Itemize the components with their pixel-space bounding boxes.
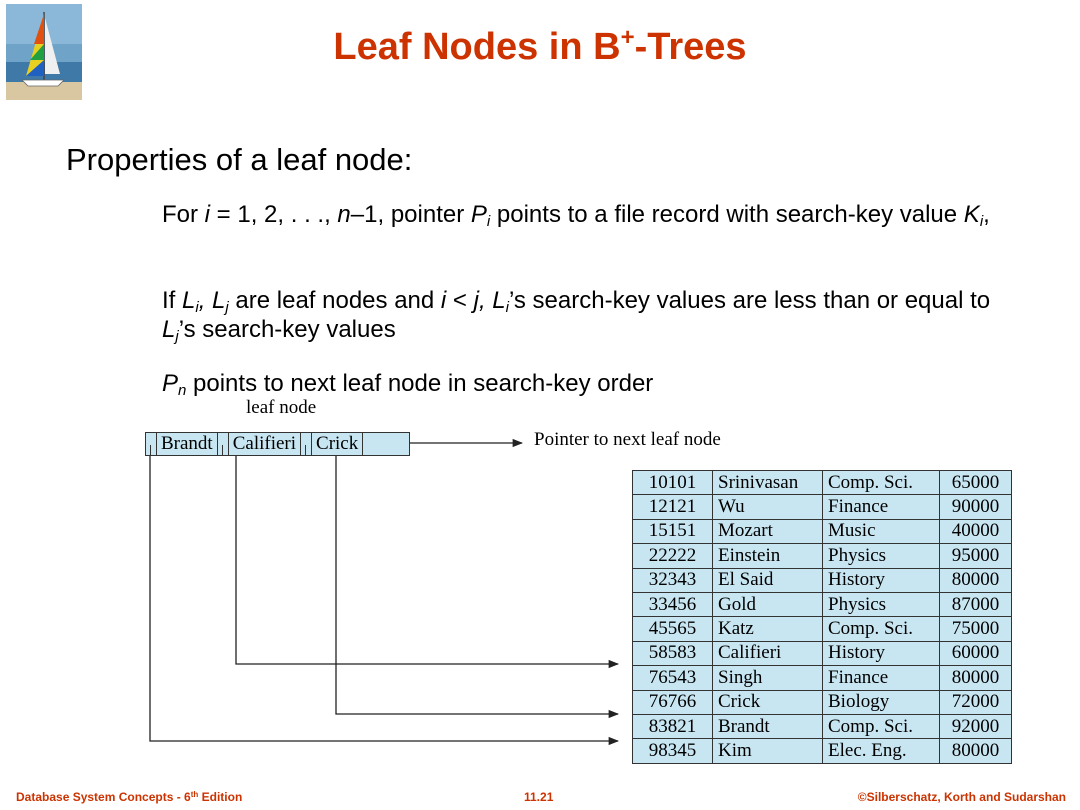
table-row — [633, 714, 1012, 738]
record-id-cell: 76766 — [633, 690, 713, 714]
record-name-cell: Gold — [713, 592, 823, 616]
record-dept-cell: Music — [823, 519, 940, 543]
footer-slide-number: 11.21 — [524, 790, 554, 804]
crick-pointer-arrow — [336, 451, 618, 714]
slide-title: Leaf Nodes in B+-Trees — [333, 24, 747, 68]
record-name-cell: Singh — [713, 666, 823, 690]
table-row — [633, 544, 1012, 568]
record-dept-cell: Comp. Sci. — [823, 714, 940, 738]
record-id-cell: 22222 — [633, 544, 713, 568]
record-dept-cell: Comp. Sci. — [823, 471, 940, 495]
table-row — [633, 739, 1012, 763]
table-row — [633, 471, 1012, 495]
record-salary-cell: 87000 — [940, 592, 1012, 616]
record-name-cell: Einstein — [713, 544, 823, 568]
record-salary-cell: 80000 — [940, 666, 1012, 690]
leaf-key: Califieri — [229, 433, 301, 455]
table-row — [633, 666, 1012, 690]
record-name-cell: Kim — [713, 739, 823, 763]
record-salary-cell: 92000 — [940, 714, 1012, 738]
pointer-cell — [301, 433, 312, 455]
record-salary-cell: 90000 — [940, 495, 1012, 519]
pointer-cell — [146, 433, 157, 455]
record-id-cell: 98345 — [633, 739, 713, 763]
slide-footer — [0, 786, 1080, 810]
record-salary-cell: 60000 — [940, 641, 1012, 665]
leaf-node-box — [145, 432, 410, 456]
record-id-cell: 83821 — [633, 714, 713, 738]
property-2: If $L_i$, $L_j$ are leaf nodes and i < j, $L_i’s$ search-key values are less than or equal to $L_j’s$ search-key values — [162, 287, 991, 345]
record-id-cell: 15151 — [633, 519, 713, 543]
record-id-cell: 58583 — [633, 641, 713, 665]
leaf-key: Brandt — [157, 433, 218, 455]
record-dept-cell: Biology — [823, 690, 940, 714]
record-salary-cell: 75000 — [940, 617, 1012, 641]
table-row — [633, 617, 1012, 641]
record-dept-cell: History — [823, 641, 940, 665]
table-row — [633, 592, 1012, 616]
record-dept-cell: Elec. Eng. — [823, 739, 940, 763]
next-leaf-pointer-label: Pointer to next leaf node — [534, 429, 721, 450]
record-id-cell: 45565 — [633, 617, 713, 641]
leaf-node-figure — [0, 395, 1080, 785]
property-3: $P_n$ points to next leaf node in search-key order — [162, 370, 654, 399]
pointer-cell — [218, 433, 229, 455]
leaf-node-label: leaf node — [246, 397, 317, 418]
footer-copyright: ©Silberschatz, Korth and Sudarshan — [857, 790, 1066, 804]
record-name-cell: Crick — [713, 690, 823, 714]
record-id-cell: 76543 — [633, 666, 713, 690]
record-name-cell: Katz — [713, 617, 823, 641]
record-id-cell: 10101 — [633, 471, 713, 495]
record-dept-cell: Physics — [823, 592, 940, 616]
record-dept-cell: Finance — [823, 495, 940, 519]
record-salary-cell: 80000 — [940, 739, 1012, 763]
record-name-cell: Califieri — [713, 641, 823, 665]
table-row — [633, 690, 1012, 714]
record-dept-cell: History — [823, 568, 940, 592]
record-salary-cell: 40000 — [940, 519, 1012, 543]
record-salary-cell: 95000 — [940, 544, 1012, 568]
record-salary-cell: 80000 — [940, 568, 1012, 592]
record-dept-cell: Finance — [823, 666, 940, 690]
table-row — [633, 519, 1012, 543]
record-name-cell: El Said — [713, 568, 823, 592]
record-name-cell: Srinivasan — [713, 471, 823, 495]
footer-book-title: Database System Concepts - 6th Edition — [16, 790, 243, 804]
table-row — [633, 495, 1012, 519]
properties-heading: Properties of a leaf node: — [66, 142, 413, 177]
califieri-pointer-arrow — [236, 451, 618, 664]
table-row — [633, 641, 1012, 665]
record-name-cell: Wu — [713, 495, 823, 519]
table-row — [633, 568, 1012, 592]
record-salary-cell: 72000 — [940, 690, 1012, 714]
record-id-cell: 32343 — [633, 568, 713, 592]
leaf-key: Crick — [312, 433, 363, 455]
record-id-cell: 33456 — [633, 592, 713, 616]
record-name-cell: Brandt — [713, 714, 823, 738]
record-salary-cell: 65000 — [940, 471, 1012, 495]
record-name-cell: Mozart — [713, 519, 823, 543]
brandt-pointer-arrow — [150, 451, 618, 741]
instructor-records-table — [632, 470, 1012, 764]
record-dept-cell: Physics — [823, 544, 940, 568]
record-dept-cell: Comp. Sci. — [823, 617, 940, 641]
property-1: For i = 1, 2, . . ., n–1, pointer $P_i$ points to a file record with search-key value $K_i$, — [162, 201, 990, 230]
record-id-cell: 12121 — [633, 495, 713, 519]
